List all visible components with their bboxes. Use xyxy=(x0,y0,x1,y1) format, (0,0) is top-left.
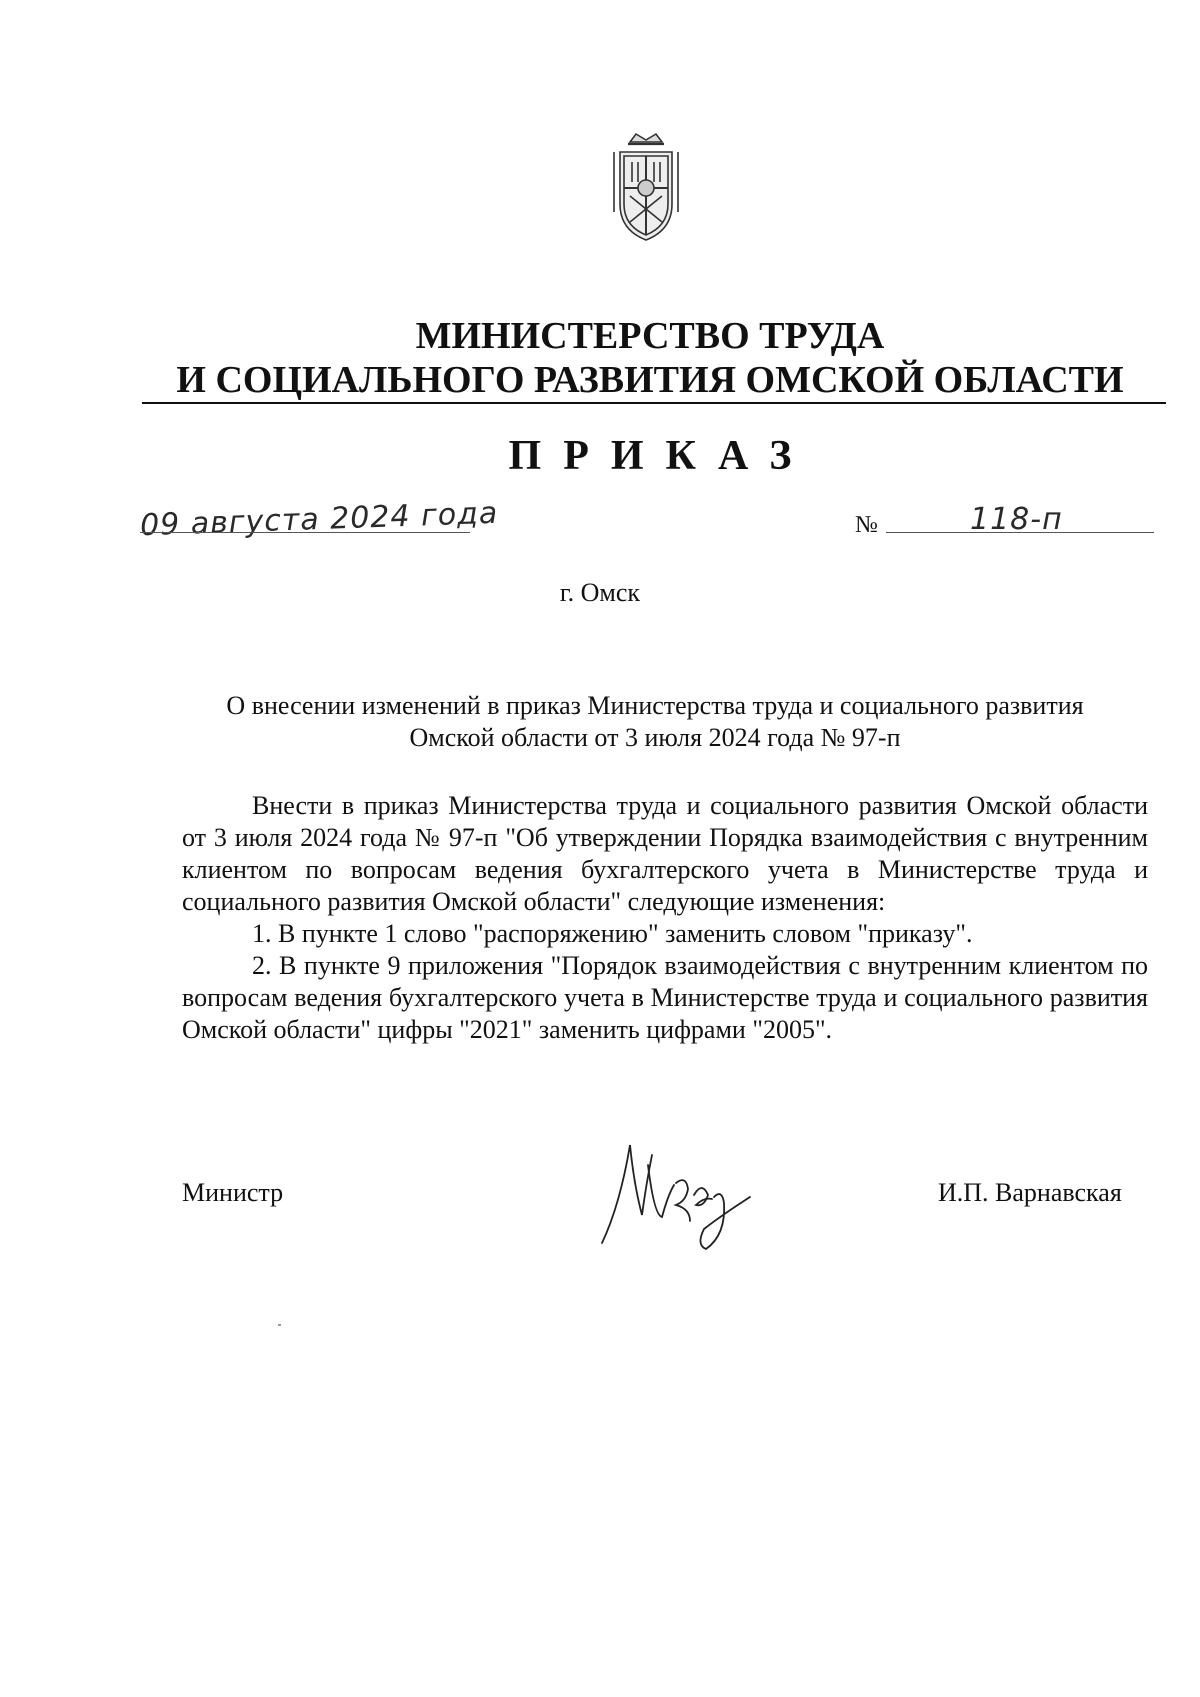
order-number: 118-п xyxy=(970,502,1063,537)
number-sign: № xyxy=(855,512,878,538)
header-divider xyxy=(142,402,1166,404)
signer-position: Министр xyxy=(182,1178,284,1207)
coat-of-arms-icon xyxy=(610,132,682,244)
city: г. Омск xyxy=(559,578,641,607)
document-body xyxy=(182,790,1148,1046)
date-underline xyxy=(140,532,470,533)
body-paragraph: Внести в приказ Министерства труда и социального развития Омской области от 3 июля 2024 года № 97-п "Об утверждении Порядка взаимодействия с внутренним клиентом по вопросам ведения бухгалтерского учета в Министерстве труда и социального развития Омской области" следующие изменения: xyxy=(182,791,1148,916)
document-title xyxy=(160,690,1150,754)
document-type: ПРИКАЗ xyxy=(508,433,814,479)
scan-speck xyxy=(278,1324,281,1326)
organization-name-line2: И СОЦИАЛЬНОГО РАЗВИТИЯ ОМСКОЙ ОБЛАСТИ xyxy=(176,359,1124,401)
order-date: 09 августа 2024 года xyxy=(139,495,499,544)
handwritten-signature-icon xyxy=(590,1125,790,1255)
body-paragraph: 1. В пункте 1 слово "распоряжению" заменить словом "приказу". xyxy=(252,919,973,948)
document-title-line1: О внесении изменений в приказ Министерства труда и социального развития xyxy=(226,691,1084,720)
organization-name-line1: МИНИСТЕРСТВО ТРУДА xyxy=(415,315,885,357)
body-paragraph: 2. В пункте 9 приложения "Порядок взаимодействия с внутренним клиентом по вопросам ведения бухгалтерского учета в Министерстве труда и социального развития Омской области" цифры "2021" заменить цифрами "2005". xyxy=(182,951,1148,1044)
document-title-line2: Омской области от 3 июля 2024 года № 97-п xyxy=(409,723,901,752)
signer-name: И.П. Варнавская xyxy=(938,1178,1122,1207)
